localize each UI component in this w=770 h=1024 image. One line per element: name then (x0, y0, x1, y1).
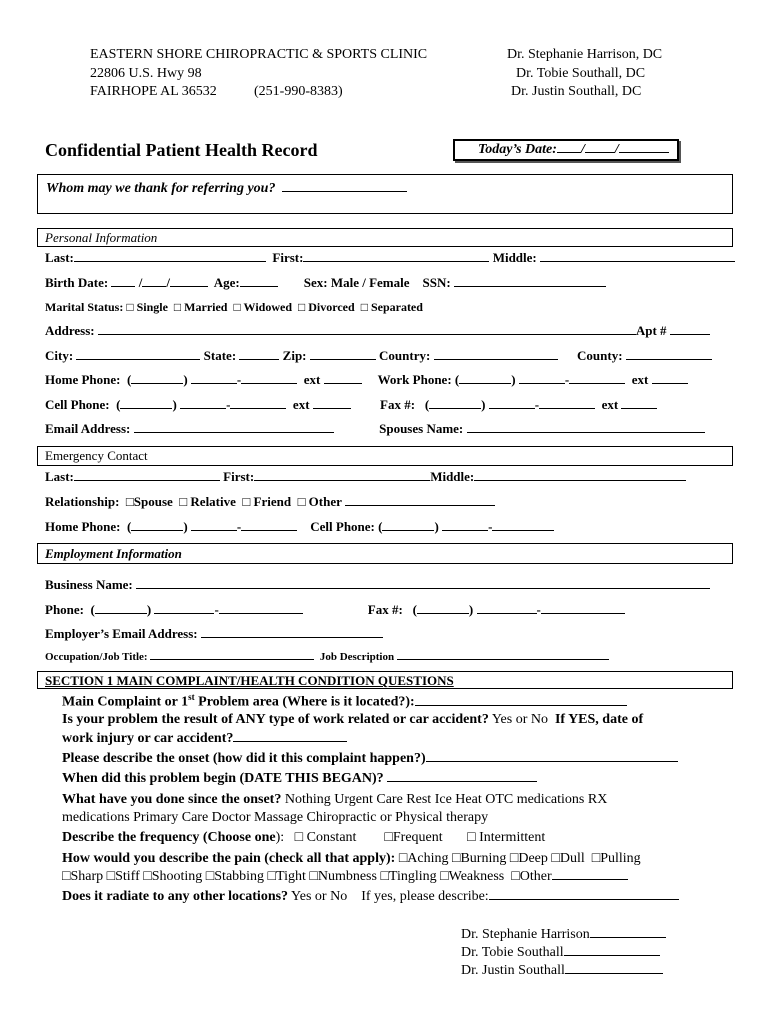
doctor-3: Dr. Justin Southall, DC (511, 84, 642, 99)
done-since-row-2[interactable]: medications Primary Care Doctor Massage Chiropractic or Physical therapy (62, 810, 489, 825)
referral-field[interactable] (46, 181, 407, 197)
doctor-2: Dr. Tobie Southall, DC (516, 66, 646, 81)
section1-heading: SECTION 1 MAIN COMPLAINT/HEALTH CONDITION QUESTIONS (45, 673, 454, 688)
clinic-street: 22806 U.S. Hwy 98 (90, 66, 202, 81)
onset-row[interactable]: Please describe the onset (how did it this complaint happen?) (62, 751, 678, 767)
todays-date-label: Today’s Date (478, 142, 553, 157)
address-row[interactable]: Address: Apt # (45, 323, 710, 339)
home-phone-row[interactable]: Home Phone: ( ) - ext Work Phone: ( ) - ext (45, 372, 688, 388)
work-injury-row[interactable]: Is your problem the result of ANY type of work related or car accident? Yes or No If YES, date of (62, 712, 644, 727)
cell-phone-row[interactable]: Cell Phone: ( ) - ext Fax #: ( ) - ext (45, 397, 657, 413)
pain-row[interactable]: How would you describe the pain (check all that apply): □Aching □Burning □Deep □Dull □Pulling (62, 851, 641, 866)
frequency-row[interactable]: Describe the frequency (Choose one): □ Constant □Frequent □ Intermittent (62, 830, 546, 845)
signature-tobie[interactable]: Dr. Tobie Southall (461, 945, 660, 961)
signature-justin[interactable]: Dr. Justin Southall (461, 963, 663, 979)
employment-phone-row[interactable]: Phone: ( ) - Fax #: ( ) - (45, 602, 625, 618)
emergency-heading: Emergency Contact (45, 448, 148, 463)
emergency-name-row[interactable]: Last: First: Middle: (45, 469, 686, 485)
clinic-city: FAIRHOPE AL 36532 (90, 84, 217, 99)
when-began-row[interactable]: When did this problem begin (DATE THIS BEGAN)? (62, 771, 537, 787)
emergency-phone-row[interactable]: Home Phone: ( ) - Cell Phone: ( ) - (45, 519, 554, 535)
employment-heading: Employment Information (45, 546, 182, 561)
email-row[interactable]: Email Address: Spouses Name: (45, 421, 705, 437)
clinic-name: EASTERN SHORE CHIROPRACTIC & SPORTS CLINIC (90, 47, 428, 62)
work-injury-date-row[interactable]: work injury or car accident? (62, 731, 347, 747)
done-since-row[interactable]: What have you done since the onset? Nothing Urgent Care Rest Ice Heat OTC medications RX (62, 792, 608, 807)
radiate-row[interactable]: Does it radiate to any other locations? Yes or No If yes, please describe: (62, 889, 679, 905)
referral-question: Whom may we thank for referring you? (46, 181, 276, 196)
city-row[interactable]: City: State: Zip: Country: County: (45, 348, 712, 364)
occupation-row[interactable]: Occupation/Job Title: Job Description (45, 651, 609, 663)
pain-row-2[interactable]: □Sharp □Stiff □Shooting □Stabbing □Tight □Numbness □Tingling □Weakness □Other (62, 869, 628, 885)
relationship-row[interactable]: Relationship: □Spouse □ Relative □ Friend □ Other (45, 494, 495, 510)
business-name-row[interactable]: Business Name: (45, 577, 710, 593)
form-title: Confidential Patient Health Record (45, 140, 318, 160)
marital-status-row[interactable]: Marital Status: □ Single □ Married □ Widowed □ Divorced □ Separated (45, 300, 423, 314)
personal-name-row[interactable]: Last: First: Middle: (45, 250, 735, 266)
clinic-phone: (251-990-8383) (254, 84, 343, 99)
birth-row[interactable]: Birth Date: / / Age: Sex: Male / Female SSN: (45, 275, 606, 291)
doctor-1: Dr. Stephanie Harrison, DC (507, 47, 663, 62)
main-complaint-row[interactable]: Main Complaint or 1st Problem area (Where is it located?): (62, 692, 627, 711)
personal-heading: Personal Information (45, 230, 158, 245)
todays-date-field[interactable]: Today’s Date: / / (478, 142, 669, 158)
employer-email-row[interactable]: Employer’s Email Address: (45, 626, 383, 642)
signature-harrison[interactable]: Dr. Stephanie Harrison (461, 927, 666, 943)
